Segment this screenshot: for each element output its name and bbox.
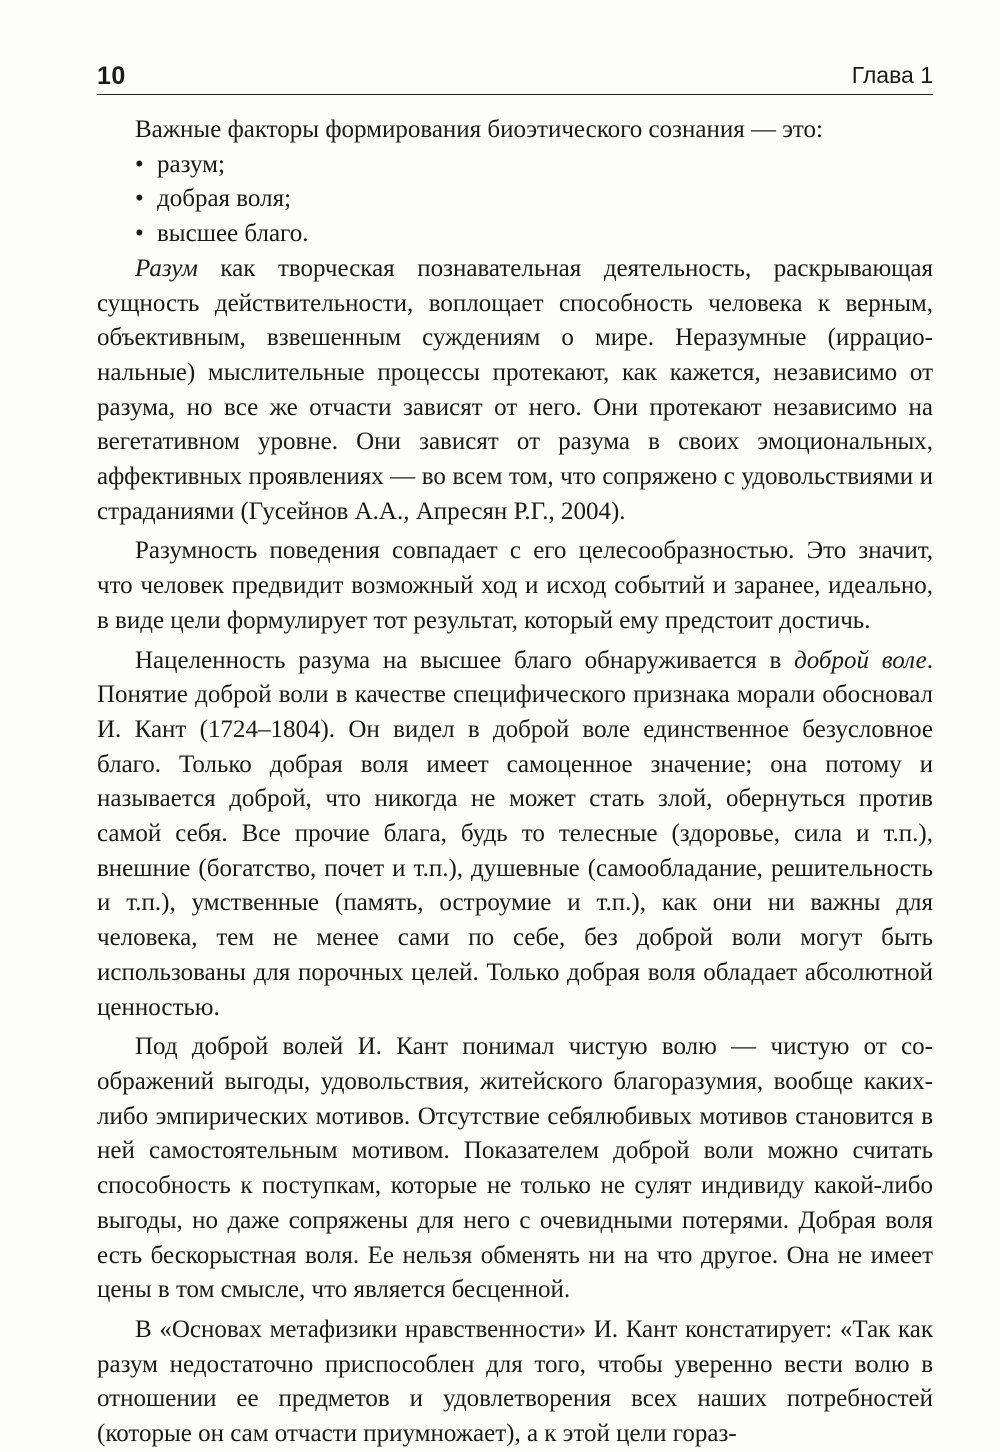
paragraph-reason-text: как творческая познавательная деятельность, раскрывающая сущность действительности, воплощает способность человека к верным, объективным, взвешенным суждениям о мире. Неразумные (иррациональные) мыслительные процессы протекают, как кажется, независимо от разума, но все же отчасти зависят от него. Они протекают независимо на вегетативном уровне. Они зависят от разума в своих эмоциональных, аффективных проявлениях — во всем том, что сопряжено с удовольствиями и страданиями (Гусейнов А.А., Апресян Р.Г., 2004). [97,254,933,525]
paragraph-kant-quote: В «Основах метафизики нравственности» И. Кант констатирует: «Так как разум недостаточно приспособлен для того, чтобы уверенно вести волю в отношении ее предметов и удовлетворения всех наших потребностей (которые он сам отчасти приумножает), а к этой цели гораз- [97,1315,933,1448]
list-item-text: высшее благо. [157,220,309,248]
page-body [97,113,933,1452]
page-number: 10 [97,62,126,90]
paragraph-good-will-rest: . Понятие доброй воли в качестве специфического признака морали обосновал И. Кант (1724–1804). Он видел в доброй воле единственное безусловное благо. Только добрая воля имеет самоценное значение; она потому и называется доброй, что никогда не может стать злой, обернуться против самой себя. Все прочие блага, будь то телесные (здоровье, сила и т.п.), внешние (богатство, почет и т.п.), душевные (самообладание, решительность и т.п.), умственные (память, остроумие и т.п.), как они ни важны для человека, тем не менее сами по себе, без доброй воли могут быть использованы для порочных целей. Только добрая воля обладает абсолютной ценностью. [97,646,933,1021]
list-item [135,217,933,252]
term-good-will: доброй воле [794,646,927,674]
term-reason: Разум [135,254,198,282]
running-header [97,58,933,95]
intro-paragraph: Важные факторы формирования биоэтического сознания — это: [135,116,823,143]
paragraph-rationality: Разумность поведения совпадает с его целесообразностью. Это значит, что человек предвидит возможный ход и исход событий и заранее, идеально, в виде цели формулирует тот результат, который ему предстоит достичь. [97,537,933,634]
paragraph-reason [97,252,933,530]
bullet-icon: • [135,185,144,213]
chapter-title: Глава 1 [851,62,933,88]
list-item-text: разум; [157,150,225,178]
list-item [135,148,933,183]
list-item [135,182,933,217]
list-item-text: добрая воля; [157,185,292,213]
bullet-icon: • [135,220,144,248]
paragraph-pure-will: Под доброй волей И. Кант понимал чистую волю — чистую от соображений выгоды, удовольствия, житейского благоразумия, вообще каких-либо эмпирических мотивов. Отсутствие себялюбивых мотивов становится в ней самостоятельным мотивом. Показателем доброй воли можно считать способность к поступкам, которые не только не сулят индивиду какой-либо выгоды, но даже сопряжены для него с очевидными потерями. Добрая воля есть бескорыстная воля. Ее нельзя обменять ни на что другое. Она не имеет цены в том смысле, что является бесценной. [97,1033,933,1304]
bullet-icon: • [135,150,144,178]
factors-list [97,148,933,252]
paragraph-good-will [97,644,933,1026]
paragraph-good-will-start: Нацеленность разума на высшее благо обнаруживается в [135,646,795,674]
